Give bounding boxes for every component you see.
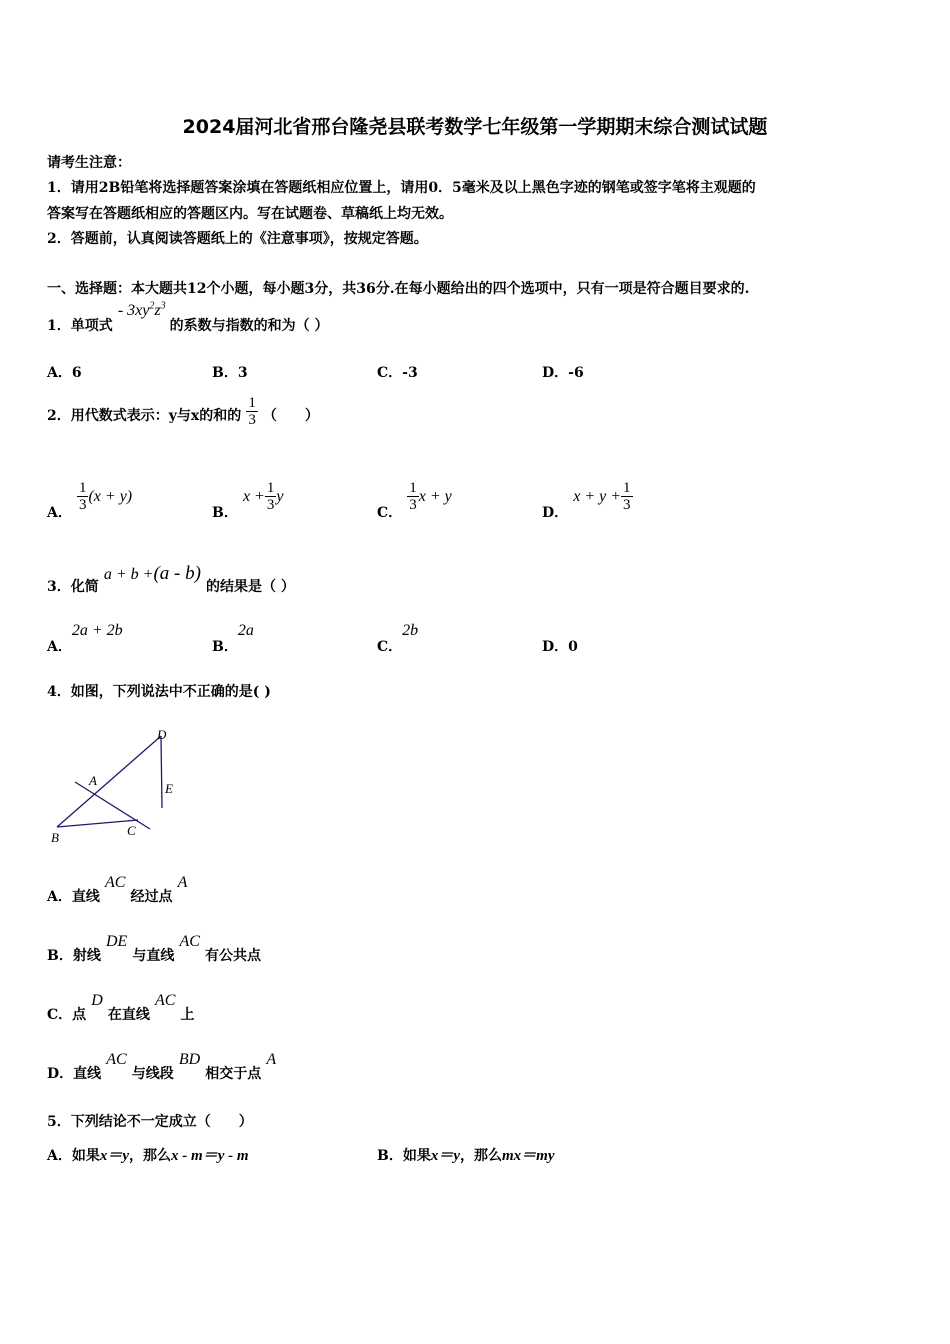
q4-option-c[interactable]: C．点 D 在直线 AC 上 xyxy=(47,992,195,1023)
q3-option-d[interactable]: D．0 xyxy=(542,639,578,655)
q4-option-d[interactable]: D．直线 AC 与线段 BD 相交于点 A xyxy=(47,1051,277,1082)
section-heading: 一、选择题：本大题共12个小题，每小题3分，共36分.在每小题给出的四个选项中，只有一项是符合题目要求的. xyxy=(47,281,750,297)
q1-suffix: 的系数与指数的和为（ ） xyxy=(169,318,329,334)
question-3 xyxy=(47,563,295,595)
q3-option-a[interactable]: A．2a + 2b xyxy=(47,622,123,655)
question-2 xyxy=(47,395,319,428)
q3-option-c[interactable]: C．2b xyxy=(377,622,419,655)
label-c: C xyxy=(127,823,136,838)
question-1 xyxy=(47,300,329,334)
q4-option-b[interactable]: B．射线 DE 与直线 AC 有公共点 xyxy=(47,933,261,964)
notice-heading: 请考生注意： xyxy=(47,155,131,171)
label-b: B xyxy=(51,830,59,845)
notice-line-1: 1．请用2B铅笔将选择题答案涂填在答题纸相应位置上，请用0．5毫米及以上黑色字迹的钢笔或签字笔将主观题的 xyxy=(47,180,756,196)
q1-expression: - $3xy^2z^3$ xyxy=(117,300,166,319)
label-a: A xyxy=(89,773,97,788)
q4-option-a[interactable]: A．直线 AC 经过点 A xyxy=(47,874,188,905)
label-d: D xyxy=(157,727,167,742)
q2-option-c[interactable]: C． $\frac{1}{3}$ x + y xyxy=(377,480,452,521)
q4-stem: 4．如图，下列说法中不正确的是( ) xyxy=(47,684,271,700)
q2-fraction: $\frac{1}{3}$ xyxy=(248,395,256,428)
q2-option-d[interactable]: D． x + y + $\frac{1}{3}$ xyxy=(542,480,631,521)
q1-option-d[interactable]: D．-6 xyxy=(542,365,584,381)
q1-option-c[interactable]: C．-3 xyxy=(377,365,418,381)
label-e: E xyxy=(165,781,173,796)
q5-option-b[interactable]: B．如果x＝y，那么mx＝my xyxy=(377,1148,555,1164)
q1-option-b[interactable]: B．3 xyxy=(212,365,248,381)
q5-stem: 5．下列结论不一定成立（ ） xyxy=(47,1114,253,1130)
q2-prefix: 2．用代数式表示：y与x的和的 xyxy=(47,408,242,424)
q3-prefix: 3．化简 xyxy=(47,579,99,595)
q1-prefix: 1．单项式 xyxy=(47,318,113,334)
segment-bc xyxy=(57,820,138,827)
q2-suffix: （ ） xyxy=(262,408,319,424)
q3-suffix: 的结果是（ ） xyxy=(206,579,295,595)
q3-option-b[interactable]: B．2a xyxy=(212,622,254,655)
q3-expression: a + b +(a - b) xyxy=(103,563,201,584)
line-bd xyxy=(57,736,161,827)
geometry-figure xyxy=(45,722,185,852)
notice-line-1b: 答案写在答题纸相应的答题区内。写在试题卷、草稿纸上均无效。 xyxy=(47,206,453,222)
q2-option-b[interactable]: B． x + $\frac{1}{3}$ y xyxy=(212,480,284,521)
notice-line-2: 2．答题前，认真阅读答题纸上的《注意事项》，按规定答题。 xyxy=(47,231,428,247)
ray-de xyxy=(161,736,162,808)
q2-option-a[interactable]: A． $\frac{1}{3}$ (x + y) xyxy=(47,480,133,521)
page-title: 2024届河北省邢台隆尧县联考数学七年级第一学期期末综合测试试题 xyxy=(182,116,768,138)
q5-option-a[interactable]: A．如果x＝y，那么x - m＝y - m xyxy=(47,1148,249,1164)
q1-option-a[interactable]: A．6 xyxy=(47,365,82,381)
